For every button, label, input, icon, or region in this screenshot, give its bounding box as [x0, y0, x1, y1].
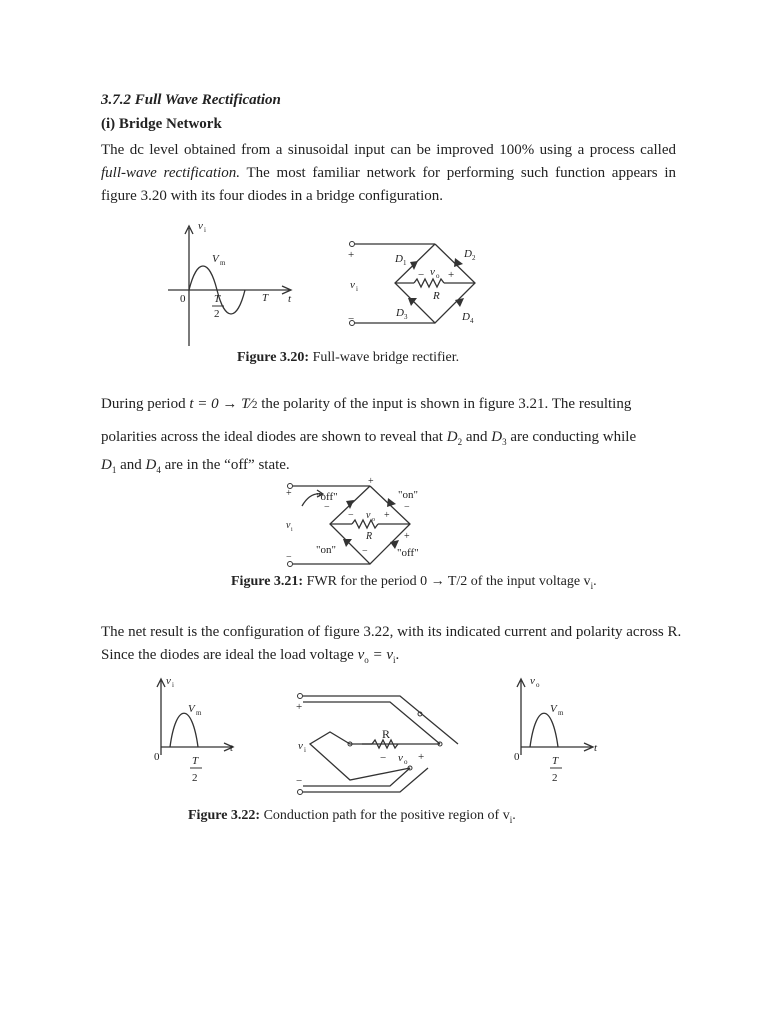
y-label: v: [198, 220, 203, 232]
d2-label-sub: 2: [472, 254, 476, 262]
period-d1-sub: 1: [111, 465, 117, 475]
net-vi-sub: i: [393, 655, 396, 665]
intro-text-2: The most familiar network for performing such function appears in figure 3.20 with its four diodes in a bridge configuration.: [101, 165, 676, 204]
vi-label: v: [298, 740, 303, 752]
peak-label: V: [212, 253, 219, 265]
peak-label-sub: m: [220, 259, 226, 267]
d4-plus: +: [404, 531, 410, 542]
r-label: R: [433, 290, 440, 302]
input-minus: −: [296, 775, 303, 787]
fig321-caption-text: FWR for the period 0 → T/2 of the input voltage v: [303, 574, 591, 589]
net-vo: v: [357, 647, 365, 663]
r-label: R: [366, 531, 373, 542]
input-terminal-top: [350, 242, 355, 247]
bottom-path-outer: [303, 768, 428, 792]
vo-label: v: [398, 752, 403, 764]
period-expr: t = 0 →: [189, 396, 242, 412]
diode-d2-symbol: [454, 258, 463, 267]
origin-label: 0: [514, 751, 520, 763]
period-text-4: are conducting while: [506, 429, 637, 445]
period-d3-sub: 3: [502, 437, 507, 447]
peak-label: V: [550, 703, 557, 715]
d3-label-sub: 3: [404, 313, 408, 321]
period-text-5: are in the “off” state.: [160, 457, 290, 473]
y-label: v: [166, 675, 171, 687]
r-label: R: [382, 727, 391, 741]
section-heading: 3.7.2 Full Wave Rectification: [101, 92, 281, 108]
d1-minus: −: [324, 502, 330, 513]
intro-paragraph: [101, 139, 676, 208]
d2-minus: −: [404, 502, 410, 513]
period-d2-sub: 2: [457, 437, 463, 447]
input-plus: +: [296, 701, 303, 713]
intro-emphasis: full-wave rectification.: [101, 165, 241, 181]
half-sine: [170, 713, 198, 747]
bottom-minus: −: [362, 546, 368, 557]
d4-label-sub: 4: [470, 317, 474, 325]
fig322-caption-end: .: [512, 808, 516, 823]
net-vi: = v: [368, 647, 394, 663]
on-label-1: "on": [398, 489, 418, 501]
period-and-1: and: [462, 429, 492, 445]
x-label: t: [230, 742, 234, 754]
fig322-conduction-circuit: [290, 688, 470, 806]
diode-on-2: [343, 539, 352, 547]
fig322-caption-sub: i: [509, 814, 513, 825]
d3-label: D: [396, 307, 404, 319]
period-text-1: During period: [101, 396, 190, 412]
period-label: T: [262, 292, 269, 304]
top-plus: +: [368, 476, 374, 487]
period-text-2: the polarity of the input is shown in figure 3.21. The resulting: [257, 396, 632, 412]
input-minus: −: [286, 552, 292, 563]
net-text: Since the diodes are ideal the load voltage: [101, 647, 358, 663]
fig322-caption-text: Conduction path for the positive region of v: [260, 808, 510, 823]
y-label-sub: i: [172, 681, 174, 689]
d2-label: D: [464, 248, 472, 260]
vi-label-sub: i: [304, 746, 306, 754]
fig321-caption: [231, 574, 597, 591]
fig322-output-graph: [500, 670, 610, 790]
fig320-bridge-circuit: [340, 232, 500, 332]
net-end: .: [395, 647, 400, 663]
y-label: v: [530, 675, 535, 687]
period-d3: D: [491, 429, 503, 445]
period-d1: D: [101, 457, 112, 473]
top-path-inner: [303, 702, 440, 744]
d4-label: D: [462, 311, 470, 323]
x-label: t: [288, 293, 292, 305]
period-text-3: polarities across the ideal diodes are shown to reveal that: [101, 429, 447, 445]
off-label-2: "off": [397, 547, 419, 559]
origin-label: 0: [180, 293, 186, 305]
vo-label: v: [366, 510, 371, 521]
period-d4-sub: 4: [156, 465, 161, 475]
fig320-caption-label: Figure 3.20:: [237, 350, 310, 365]
input-minus: −: [348, 313, 355, 325]
vo-label-sub: o: [372, 517, 375, 523]
net-vo-sub: o: [364, 655, 369, 665]
y-label-sub: o: [536, 681, 540, 689]
period-paragraph-line1: During period t = 0 → T⁄2 the polarity of the input is shown in figure 3.21. The resulting: [101, 396, 632, 412]
d1-label-sub: 1: [403, 259, 407, 267]
fig321-caption-end: .: [593, 574, 597, 589]
fig321-caption-sub: i: [590, 580, 594, 591]
vo-label-sub: o: [436, 272, 440, 280]
input-plus: +: [348, 249, 355, 261]
on-label-2: "on": [316, 544, 336, 556]
top-path-outer: [303, 696, 458, 744]
peak-label-sub: m: [196, 709, 202, 717]
vo-minus: −: [418, 269, 425, 281]
net-paragraph-line2: [101, 644, 676, 672]
peak-label-sub: m: [558, 709, 564, 717]
fig322-input-graph: [140, 670, 250, 790]
vi-label-sub: i: [356, 285, 358, 293]
off-label-1: "off": [316, 491, 338, 503]
net-paragraph-line1: The net result is the configuration of figure 3.22, with its indicated current and polarity across R.: [101, 624, 682, 640]
vo-minus: −: [348, 510, 354, 521]
half-sine: [530, 713, 558, 747]
fig322-caption-label: Figure 3.22:: [188, 808, 261, 823]
d1-label: D: [395, 253, 403, 265]
half-period-den: 2: [214, 308, 220, 320]
fig320-sine-graph: [160, 218, 310, 350]
period-paragraph-line2: [101, 426, 676, 454]
vi-label: v: [350, 279, 355, 291]
diode-d1-symbol: [410, 261, 418, 270]
diode-d3-symbol: [408, 298, 417, 306]
half-period-den: 2: [552, 772, 558, 784]
fig320-caption: [237, 350, 459, 366]
period-d4: D: [145, 457, 157, 473]
input-plus: +: [286, 488, 292, 499]
vi-label: v: [286, 520, 291, 531]
half-period-num: T: [214, 293, 221, 305]
half-period-den: 2: [192, 772, 198, 784]
vo-plus: +: [384, 510, 390, 521]
half-period-num: T: [192, 755, 199, 767]
vo-label-sub: o: [404, 758, 408, 766]
period-and-2: and: [116, 457, 146, 473]
half-period-num: T: [552, 755, 559, 767]
fig320-caption-text: Full-wave bridge rectifier.: [309, 350, 460, 365]
vo-label: v: [430, 266, 435, 278]
period-frac-den: 2: [251, 399, 258, 411]
vo-plus: +: [418, 751, 425, 763]
input-terminal-bottom: [298, 790, 303, 795]
fig322-caption: [188, 808, 516, 825]
peak-label: V: [188, 703, 195, 715]
origin-label: 0: [154, 751, 160, 763]
intro-text-1: The dc level obtained from a sinusoidal input can be improved 100% using a process called: [101, 142, 676, 158]
x-label: t: [594, 742, 598, 754]
input-terminal-top: [298, 694, 303, 699]
y-label-sub: i: [204, 226, 206, 234]
vo-minus: −: [380, 752, 387, 764]
fig321-circuit: [280, 476, 440, 572]
vi-label-sub: i: [291, 527, 293, 533]
fig321-caption-label: Figure 3.21:: [231, 574, 304, 589]
vo-plus: +: [448, 269, 455, 281]
period-d2: D: [446, 429, 458, 445]
section-subheading: (i) Bridge Network: [101, 116, 222, 132]
period-frac-num: T: [241, 396, 250, 412]
